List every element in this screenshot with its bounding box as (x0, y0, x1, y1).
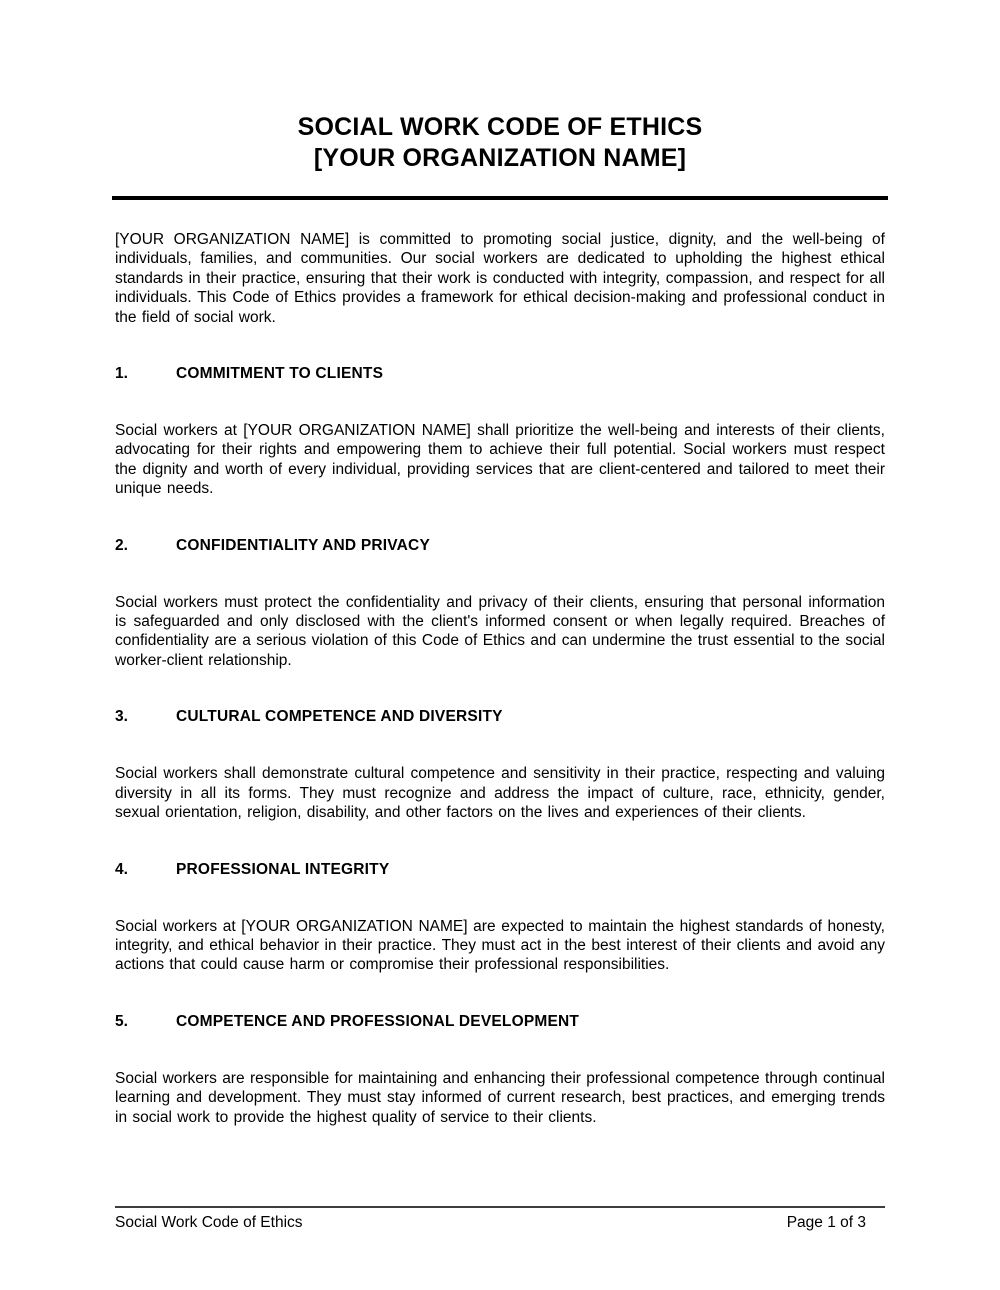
footer-divider-rule (115, 1206, 885, 1208)
footer-page-number: Page 1 of 3 (786, 1214, 866, 1231)
section-heading-4 (115, 860, 885, 879)
intro-paragraph: [YOUR ORGANIZATION NAME] is committed to promoting social justice, dignity, and the well-being of individuals, families, and communities. Our social workers are dedicated to upholding the highest ethical standards in their practice, ensuring that their work is conducted with integrity, compassion, and respect for all individuals. This Code of Ethics provides a framework for ethical decision-making and professional conduct in the field of social work. (115, 231, 885, 326)
section-body-5: Social workers are responsible for maintaining and enhancing their professional competence through continual learning and development. They must stay informed of current research, best practices, and emerging trends in social work to provide the highest quality of service to their clients. (115, 1069, 885, 1126)
section-number: 2. (115, 536, 128, 554)
section-heading-2 (115, 536, 885, 555)
footer-row (115, 1213, 885, 1232)
section-title: PROFESSIONAL INTEGRITY (176, 860, 390, 878)
section-title: COMPETENCE AND PROFESSIONAL DEVELOPMENT (176, 1012, 580, 1030)
document-title-line-2: [YOUR ORGANIZATION NAME] (313, 144, 687, 172)
section-body-3: Social workers shall demonstrate cultural competence and sensitivity in their practice, respecting and valuing diversity in all its forms. They must recognize and address the impact of culture, race, ethnicity, gender, sexual orientation, religion, disability, and other factors on the lives and experiences of their clients. (115, 765, 885, 822)
section-heading-3 (115, 707, 885, 726)
section-title: CONFIDENTIALITY AND PRIVACY (176, 536, 430, 554)
section-heading-5 (115, 1012, 885, 1031)
section-number: 1. (115, 365, 128, 383)
section-heading-1 (115, 364, 885, 383)
section-body-4: Social workers at [YOUR ORGANIZATION NAME] are expected to maintain the highest standards of honesty, integrity, and ethical behavior in their practice. They must act in the best interest of their clients and avoid any actions that could cause harm or compromise their professional responsibilities. (115, 917, 885, 974)
section-title: CULTURAL COMPETENCE AND DIVERSITY (176, 708, 503, 726)
document-content (115, 0, 885, 1127)
section-number: 5. (115, 1012, 128, 1030)
footer-document-name: Social Work Code of Ethics (115, 1214, 303, 1231)
document-title (115, 112, 885, 174)
section-body-1: Social workers at [YOUR ORGANIZATION NAME] shall prioritize the well-being and interests of their clients, advocating for their rights and empowering them to achieve their full potential. Social workers must respect the dignity and worth of every individual, providing services that are client-centered and tailored to meet their unique needs. (115, 422, 885, 498)
section-number: 3. (115, 708, 128, 726)
title-divider-rule (112, 196, 888, 200)
page-footer (115, 1206, 885, 1232)
section-number: 4. (115, 860, 128, 878)
document-title-line-1: SOCIAL WORK CODE OF ETHICS (297, 113, 703, 141)
section-body-2: Social workers must protect the confidentiality and privacy of their clients, ensuring that personal information is safeguarded and only disclosed with the client's informed consent or when legally required. Breaches of confidentiality are a serious violation of this Code of Ethics and can undermine the trust essential to the social worker-client relationship. (115, 593, 885, 669)
section-title: COMMITMENT TO CLIENTS (176, 365, 384, 383)
